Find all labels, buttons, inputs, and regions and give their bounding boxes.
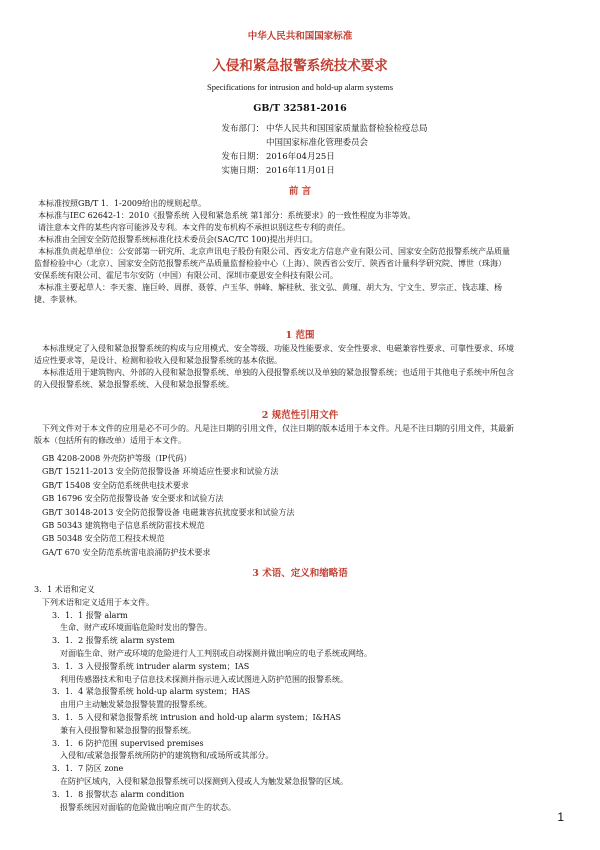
foreword-p4: 本标准由全国安全防范报警系统标准化技术委员会(SAC/TC 100)提出并归口。 xyxy=(38,235,318,244)
pub-date-label: 发布日期： xyxy=(221,152,264,162)
s1-p2b: 的入侵报警系统、紧急报警系统、入侵和紧急报警系统。 xyxy=(34,380,234,389)
reference-item: GB/T 15408 安全防范系统供电技术要求 xyxy=(42,480,189,490)
impl-date: 2016年11月01日 xyxy=(266,166,335,176)
term-title: 3．1．8 报警状态 alarm condition xyxy=(52,789,185,799)
s2-p1a: 下列文件对于本文件的应用是必不可少的。凡是注日期的引用文件，仅注日期的版本适用于本文件。凡是不注日期的引用文件，其最新 xyxy=(42,424,514,433)
pub-date: 2016年04月25日 xyxy=(266,152,335,162)
s3-subheading: 3．1 术语和定义 xyxy=(34,585,95,594)
reference-item: GB/T 15211-2013 安全防范报警设备 环境适应性要求和试验方法 xyxy=(42,467,279,477)
reference-item: GB/T 30148-2013 安全防范报警设备 电磁兼容抗扰度要求和试验方法 xyxy=(42,507,295,517)
s1-p2a: 本标准适用于建筑物内、外部的入侵和紧急报警系统、单独的入侵报警系统以及单独的紧急报警系统；也适用于其他电子系统中所包含 xyxy=(42,368,514,377)
section2-heading: 2 规范性引用文件 xyxy=(261,410,339,421)
foreword-body xyxy=(34,198,568,306)
dept-2: 中国国家标准化管理委员会 xyxy=(266,138,369,148)
s2-p1b: 版本（包括所有的修改单）适用于本文件。 xyxy=(34,436,186,445)
term-definition: 入侵和/或紧急报警系统所防护的建筑物和/或场所或其部分。 xyxy=(60,751,274,761)
term-title: 3．1．5 入侵和紧急报警系统 intrusion and hold-up alarm system；I&HAS xyxy=(52,712,342,722)
foreword-p3: 请注意本文件的某些内容可能涉及专利。本文件的发布机构不承担识别这些专利的责任。 xyxy=(38,223,350,232)
english-title: Specifications for intrusion and hold-up alarm systems xyxy=(206,82,394,92)
term-definition: 在防护区域内，入侵和紧急报警系统可以探测到入侵或人为触发紧急报警的区域。 xyxy=(60,776,348,786)
dept-label: 发布部门： xyxy=(221,124,264,134)
section2-body xyxy=(34,423,570,447)
section1-heading: 1 范围 xyxy=(285,330,315,341)
foreword-p2: 本标准与IEC 62642-1：2010《报警系统 入侵和紧急系统 第1部分：系统要求》的一致性程度为非等效。 xyxy=(38,211,416,220)
foreword-p1: 本标准按照GB/T 1．1-2009给出的规则起草。 xyxy=(38,199,207,208)
reference-item: GB 4208-2008 外壳防护等级（IP代码） xyxy=(42,454,192,463)
s1-p1b: 适应性要求等，是设计、检测和验收入侵和紧急报警系统的基本依据。 xyxy=(34,356,282,365)
reference-item: GA/T 670 安全防范系统雷电浪涌防护技术要求 xyxy=(42,547,211,557)
dept-1: 中华人民共和国国家质量监督检验检疫总局 xyxy=(266,124,428,134)
s1-p1a: 本标准规定了入侵和紧急报警系统的构成与应用模式、安全等级、功能及性能要求、安全性要求、电磁兼容性要求、可靠性要求、环境 xyxy=(42,344,514,353)
document-title: 入侵和紧急报警系统技术要求 xyxy=(212,58,388,74)
s3-intro: 下列术语和定义适用于本文件。 xyxy=(42,597,154,607)
section3-body xyxy=(34,584,570,814)
term-title: 3．1．3 入侵报警系统 intruder alarm system；IAS xyxy=(52,661,250,671)
section1-body xyxy=(34,343,570,391)
section3-heading: 3 术语、定义和缩略语 xyxy=(252,568,348,579)
term-definition: 对面临生命、财产或环境的危险进行人工判别或自动探测并做出响应的电子系统或网络。 xyxy=(60,648,372,658)
term-definition: 利用传感器技术和电子信息技术探测并指示进入或试图进入防护范围的报警系统。 xyxy=(60,674,348,684)
reference-list xyxy=(42,452,572,559)
term-title: 3．1．1 报警 alarm xyxy=(52,610,128,620)
reference-item: GB 16796 安全防范报警设备 安全要求和试验方法 xyxy=(42,494,224,504)
term-definition: 由用户主动触发紧急报警装置的报警系统。 xyxy=(60,700,212,710)
foreword-p5c: 安保系统有限公司、霍尼韦尔安防（中国）有限公司、深圳市豪恩安全科技有限公司。 xyxy=(34,271,338,280)
foreword-p6b: 捷、李景林。 xyxy=(34,295,82,304)
standard-header: 中华人民共和国国家标准 xyxy=(247,31,353,42)
page-number: 1 xyxy=(557,810,564,824)
foreword-p5b: 监督检验中心（北京）、国家安全防范报警系统产品质量监督检验中心（上海）、陕西省公安厅、陕西省计量科学研究院、博世（珠海） xyxy=(34,259,506,268)
impl-date-label: 实施日期： xyxy=(221,166,264,176)
foreword-p6a: 本标准主要起草人：李天銮、施巨岭、周群、聂蓉、卢玉华、韩峰、解桂秋、张文弘、黄瑾、胡大为、宁文生、罗宗正、钱志雄、杨 xyxy=(38,283,502,292)
term-title: 3．1．2 报警系统 alarm system xyxy=(52,636,175,646)
term-title: 3．1．4 紧急报警系统 hold-up alarm system；HAS xyxy=(52,687,251,697)
term-title: 3．1．6 防护范围 supervised premises xyxy=(52,738,204,748)
term-definition: 生命、财产或环境面临危险时发出的警告。 xyxy=(60,623,212,633)
standard-code: GB/T 32581-2016 xyxy=(253,103,347,114)
term-definition: 报警系统因对面临的危险做出响应而产生的状态。 xyxy=(60,802,236,812)
foreword-p5a: 本标准负责起草单位：公安部第一研究所、北京声讯电子股份有限公司、西安北方信息产业有限公司、国家安全防范报警系统产品质量 xyxy=(38,247,510,256)
foreword-heading: 前 言 xyxy=(288,186,312,197)
term-title: 3．1．7 防区 zone xyxy=(52,764,124,774)
reference-item: GB 50343 建筑物电子信息系统防雷技术规范 xyxy=(42,521,205,531)
reference-item: GB 50348 安全防范工程技术规范 xyxy=(42,534,165,544)
term-definition: 兼有入侵报警和紧急报警的报警系统。 xyxy=(60,725,196,735)
issue-info xyxy=(0,122,600,178)
